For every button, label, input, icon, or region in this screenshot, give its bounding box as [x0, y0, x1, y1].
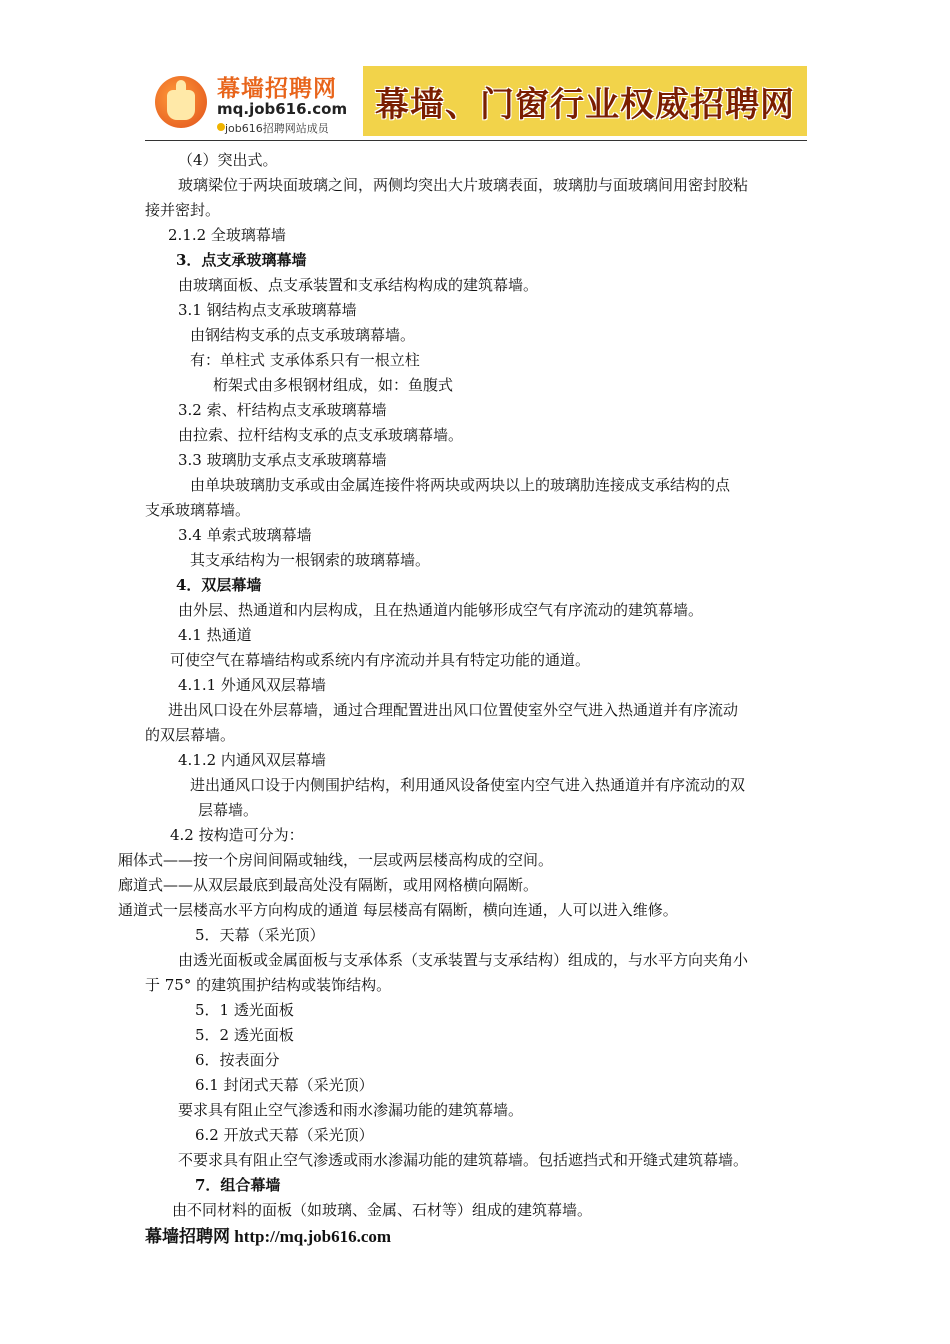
text-line: 厢体式——按一个房间间隔或轴线，一层或两层楼高构成的空间。	[118, 851, 554, 869]
section-heading: 7．组合幕墙	[195, 1176, 281, 1194]
bulb-icon	[217, 123, 225, 131]
text-line: 要求具有阻止空气渗透和雨水渗漏功能的建筑幕墙。	[178, 1101, 524, 1119]
text-line: 由透光面板或金属面板与支承体系（支承装置与支承结构）组成的，与水平方向夹角小	[178, 951, 749, 969]
text-line: 4.1.1 外通风双层幕墙	[178, 676, 326, 694]
header-banner	[363, 66, 807, 136]
section-heading: 4．双层幕墙	[176, 576, 262, 594]
text-line: 6.2 开放式天幕（采光顶）	[195, 1126, 374, 1144]
logo-title: 幕墙招聘网	[217, 76, 337, 102]
logo-url: mq.job616.com	[217, 100, 348, 118]
banner-text: 幕墙、门窗行业权威招聘网	[375, 84, 795, 125]
text-line: 玻璃梁位于两块面玻璃之间，两侧均突出大片玻璃表面，玻璃肋与面玻璃间用密封胶粘	[178, 176, 749, 194]
text-line: 2.1.2 全玻璃幕墙	[168, 226, 286, 244]
text-line: 6.1 封闭式天幕（采光顶）	[195, 1076, 374, 1094]
text-line: 3.1 钢结构点支承玻璃幕墙	[178, 301, 357, 319]
text-line: 5．2 透光面板	[195, 1026, 294, 1044]
text-line: 由不同材料的面板（如玻璃、金属、石材等）组成的建筑幕墙。	[172, 1201, 593, 1219]
section-heading: 3．点支承玻璃幕墙	[176, 251, 307, 269]
footer-link[interactable]: 幕墙招聘网 http://mq.job616.com	[145, 1227, 392, 1246]
text-line: 桁架式由多根钢材组成，如：鱼腹式	[213, 376, 454, 394]
text-line: （4）突出式。	[178, 151, 278, 169]
text-line: 由拉索、拉杆结构支承的点支承玻璃幕墙。	[178, 426, 464, 444]
text-line: 有：单柱式 支承体系只有一根立柱	[190, 351, 420, 369]
logo-subtitle: job616招聘网站成员	[225, 122, 329, 135]
page-header	[145, 66, 807, 142]
text-line: 3.4 单索式玻璃幕墙	[178, 526, 312, 544]
text-line: 由外层、热通道和内层构成，且在热通道内能够形成空气有序流动的建筑幕墙。	[178, 601, 704, 619]
text-line: 由单块玻璃肋支承或由金属连接件将两块或两块以上的玻璃肋连接成支承结构的点	[190, 476, 731, 494]
header-divider	[145, 140, 807, 141]
text-line: 支承玻璃幕墙。	[145, 501, 251, 519]
text-line: 其支承结构为一根钢索的玻璃幕墙。	[190, 551, 431, 569]
text-line: 的双层幕墙。	[145, 726, 236, 744]
text-line: 可使空气在幕墙结构或系统内有序流动并具有特定功能的通道。	[170, 651, 591, 669]
text-line: 4.1.2 内通风双层幕墙	[178, 751, 326, 769]
text-line: 廊道式——从双层最底到最高处没有隔断，或用网格横向隔断。	[118, 876, 539, 894]
text-line: 接并密封。	[145, 201, 221, 219]
site-logo[interactable]	[155, 68, 360, 138]
text-line: 进出通风口设于内侧围护结构，利用通风设备使室内空气进入热通道并有序流动的双	[190, 776, 746, 794]
text-line: 4.2 按构造可分为：	[170, 826, 304, 844]
text-line: 5．1 透光面板	[195, 1001, 294, 1019]
text-line: 3.3 玻璃肋支承点支承玻璃幕墙	[178, 451, 387, 469]
text-line: 3.2 索、杆结构点支承玻璃幕墙	[178, 401, 387, 419]
text-line: 层幕墙。	[198, 801, 259, 819]
text-line: 进出风口设在外层幕墙，通过合理配置进出风口位置使室外空气进入热通道并有序流动	[168, 701, 739, 719]
text-line: 不要求具有阻止空气渗透或雨水渗漏功能的建筑幕墙。包括遮挡式和开缝式建筑幕墙。	[178, 1151, 749, 1169]
text-line: 由钢结构支承的点支承玻璃幕墙。	[190, 326, 416, 344]
text-line: 由玻璃面板、点支承装置和支承结构构成的建筑幕墙。	[178, 276, 539, 294]
thumbs-up-icon	[155, 76, 207, 128]
text-line: 6．按表面分	[195, 1051, 280, 1069]
section-heading: 5．天幕（采光顶）	[195, 926, 325, 944]
text-line: 通道式一层楼高水平方向构成的通道 每层楼高有隔断，横向连通，人可以进入维修。	[118, 901, 678, 919]
text-line: 4.1 热通道	[178, 626, 252, 644]
text-line: 于 75° 的建筑围护结构或装饰结构。	[145, 976, 392, 994]
